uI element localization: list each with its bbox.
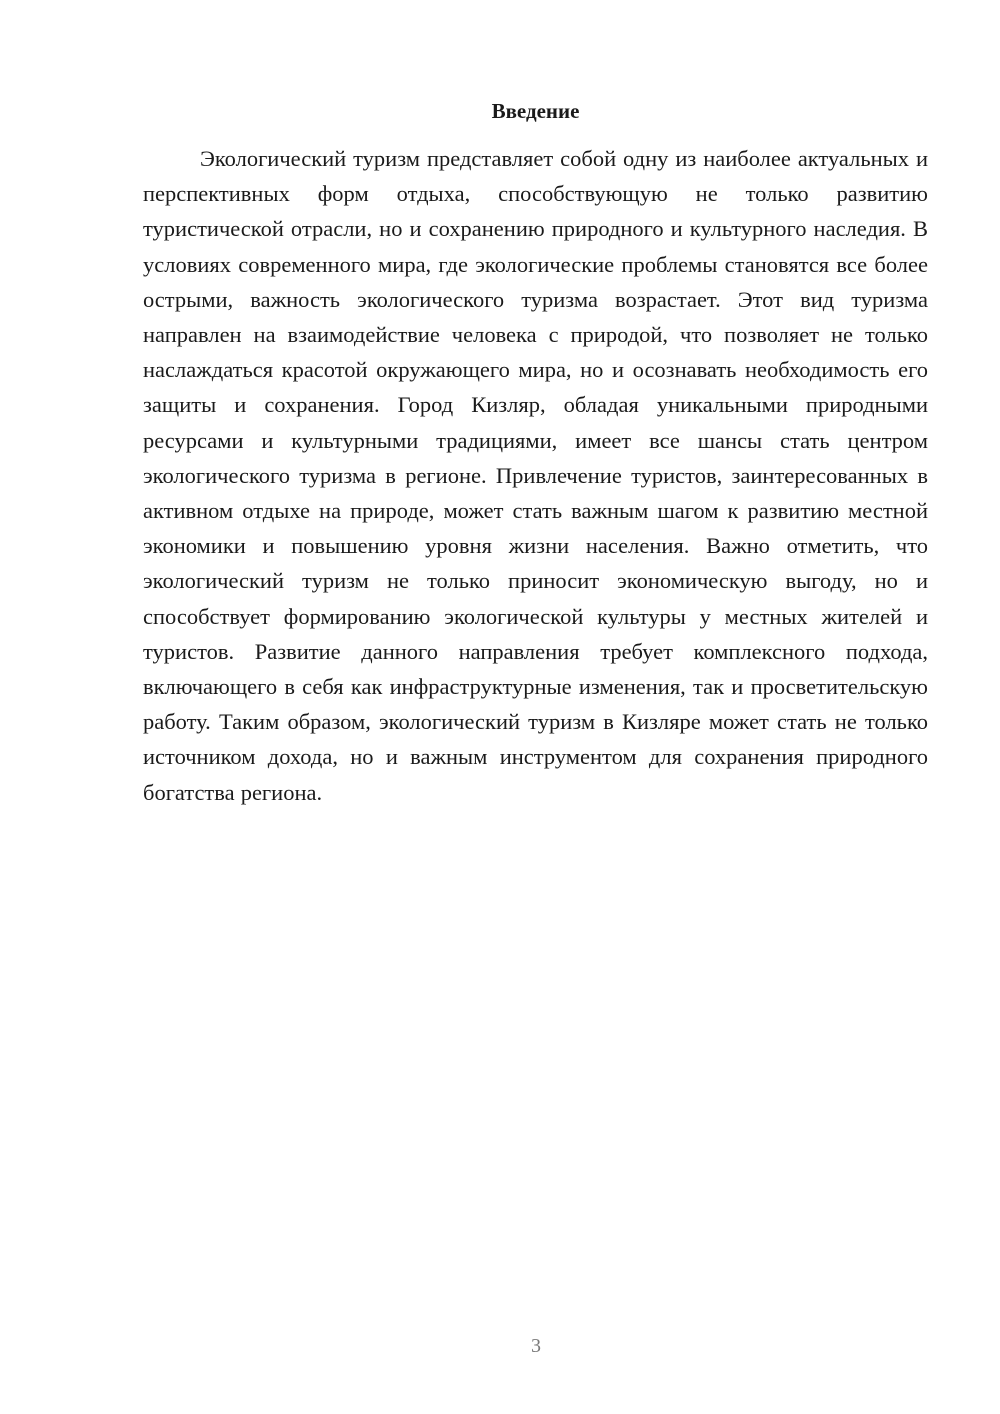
section-heading: Введение xyxy=(491,99,580,123)
body-paragraph: Экологический туризм представляет собой одну из наиболее актуальных и перспективных форм отдыха, способствующую не только развитию туристической отрасли, но и сохранению природного и культурного наследия. В условиях современного мира, где экологические проблемы становятся все более острыми, важность экологического туризма возрастает. Этот вид туризма направлен на взаимодействие человека с природой, что позволяет не только наслаждаться красотой окружающего мира, но и осознавать необходимость его защиты и сохранения. Город Кизляр, обладая уникальными природными ресурсами и культурными традициями, имеет все шансы стать центром экологического туризма в регионе. Привлечение туристов, заинтересованных в активном отдыхе на природе, может стать важным шагом к развитию местной экономики и повышению уровня жизни населения. Важно отметить, что экологический туризм не только приносит экономическую выгоду, но и способствует формированию экологической культуры у местных жителей и туристов. Развитие данного направления требует комплексного подхода, включающего в себя как инфраструктурные изменения, так и просветительскую работу. Таким образом, экологический туризм в Кизляре может стать не только источником дохода, но и важным инструментом для сохранения природного богатства региона. xyxy=(143,146,928,805)
page-number: 3 xyxy=(531,1335,541,1357)
